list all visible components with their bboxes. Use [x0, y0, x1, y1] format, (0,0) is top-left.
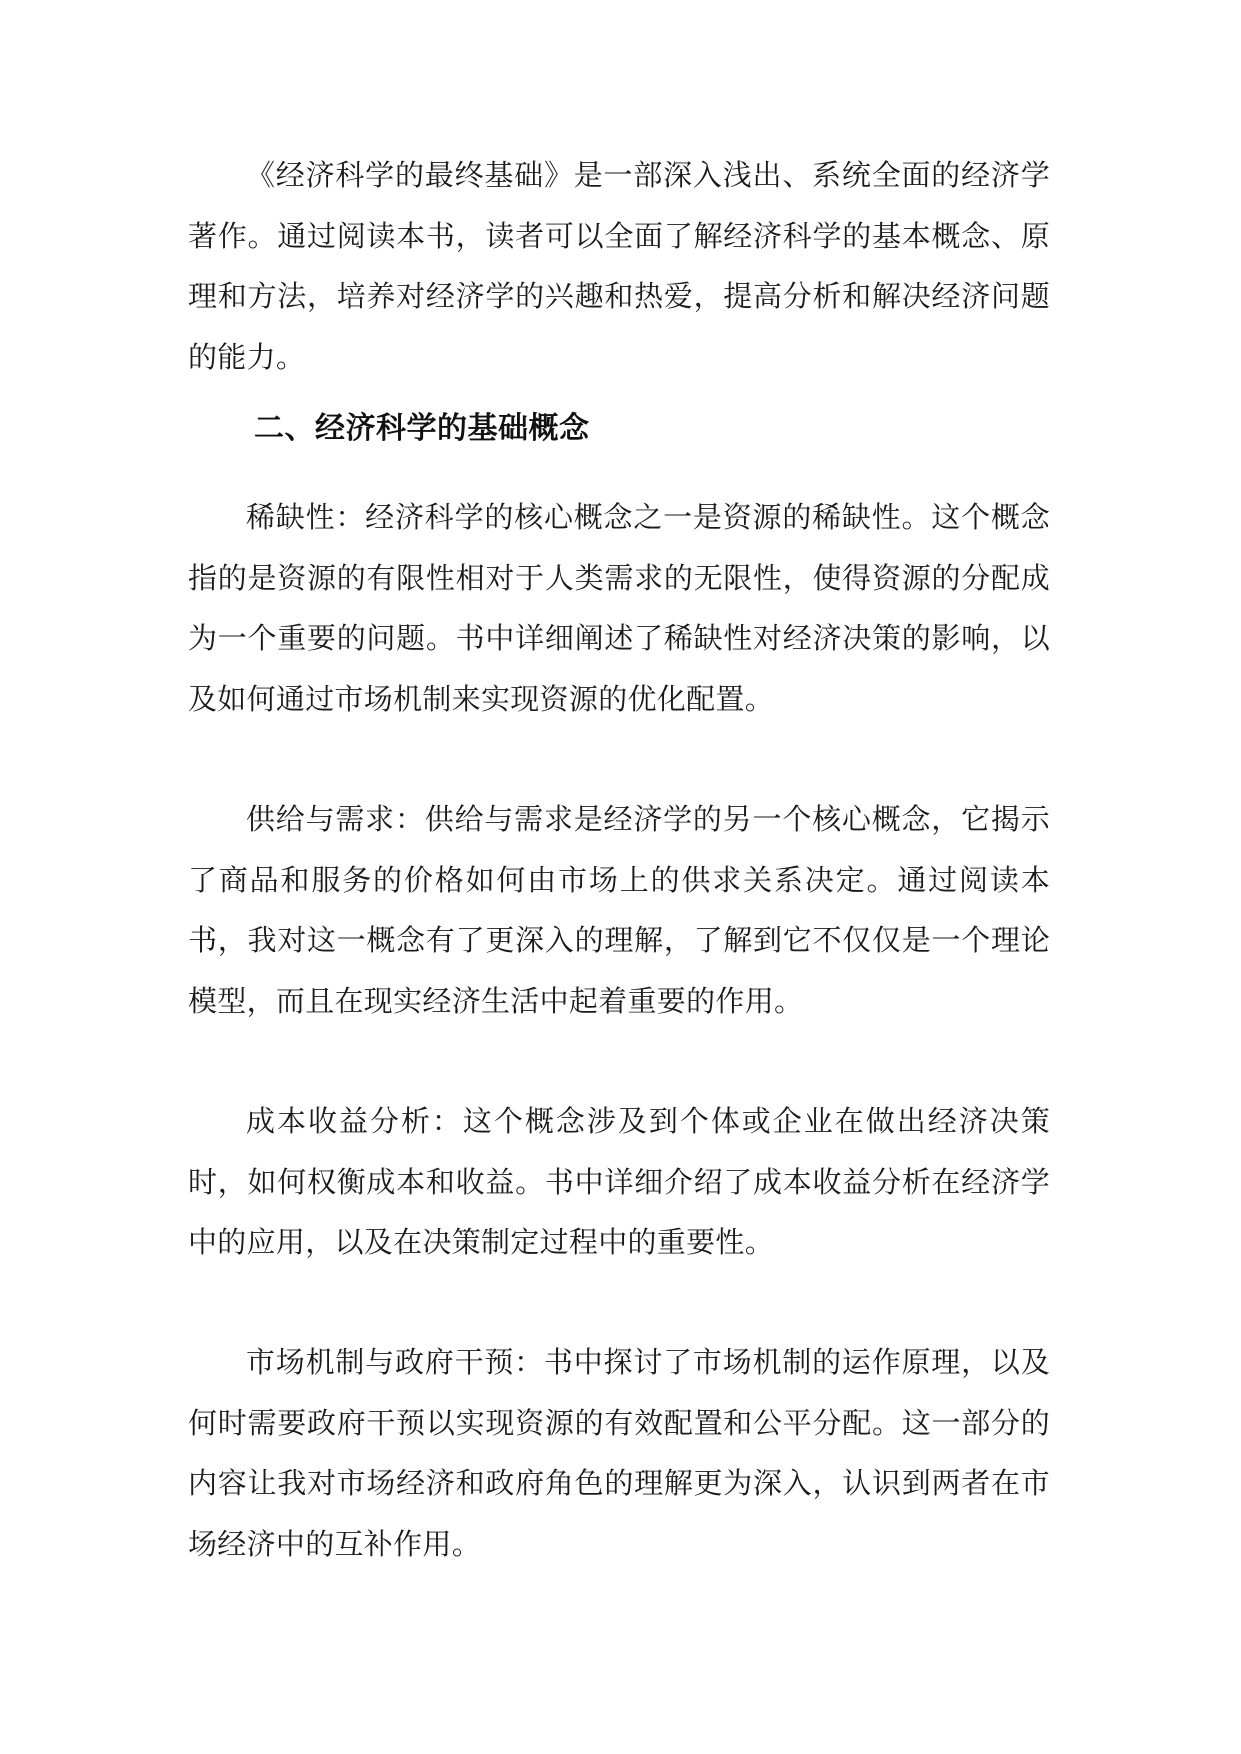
section-heading: 二、经济科学的基础概念 — [254, 411, 590, 446]
cost-benefit-paragraph: 成本收益分析：这个概念涉及到个体或企业在做出经济决策时，如何权衡成本和收益。书中详细介绍了成本收益分析在经济学中的应用，以及在决策制定过程中的重要性。 — [188, 1104, 1050, 1260]
scarcity-paragraph: 稀缺性：经济科学的核心概念之一是资源的稀缺性。这个概念指的是资源的有限性相对于人类需求的无限性，使得资源的分配成为一个重要的问题。书中详细阐述了稀缺性对经济决策的影响，以及如何通过市场机制来实现资源的优化配置。 — [188, 500, 1050, 717]
market-government-paragraph: 市场机制与政府干预：书中探讨了市场机制的运作原理，以及何时需要政府干预以实现资源的有效配置和公平分配。这一部分的内容让我对市场经济和政府角色的理解更为深入，认识到两者在市场经济中的互补作用。 — [188, 1345, 1050, 1562]
supply-demand-paragraph: 供给与需求：供给与需求是经济学的另一个核心概念，它揭示了商品和服务的价格如何由市场上的供求关系决定。通过阅读本书，我对这一概念有了更深入的理解，了解到它不仅仅是一个理论模型，而且在现实经济生活中起着重要的作用。 — [188, 802, 1050, 1019]
intro-paragraph: 《经济科学的最终基础》是一部深入浅出、系统全面的经济学著作。通过阅读本书，读者可以全面了解经济科学的基本概念、原理和方法，培养对经济学的兴趣和热爱，提高分析和解决经济问题的能力。 — [188, 158, 1050, 375]
